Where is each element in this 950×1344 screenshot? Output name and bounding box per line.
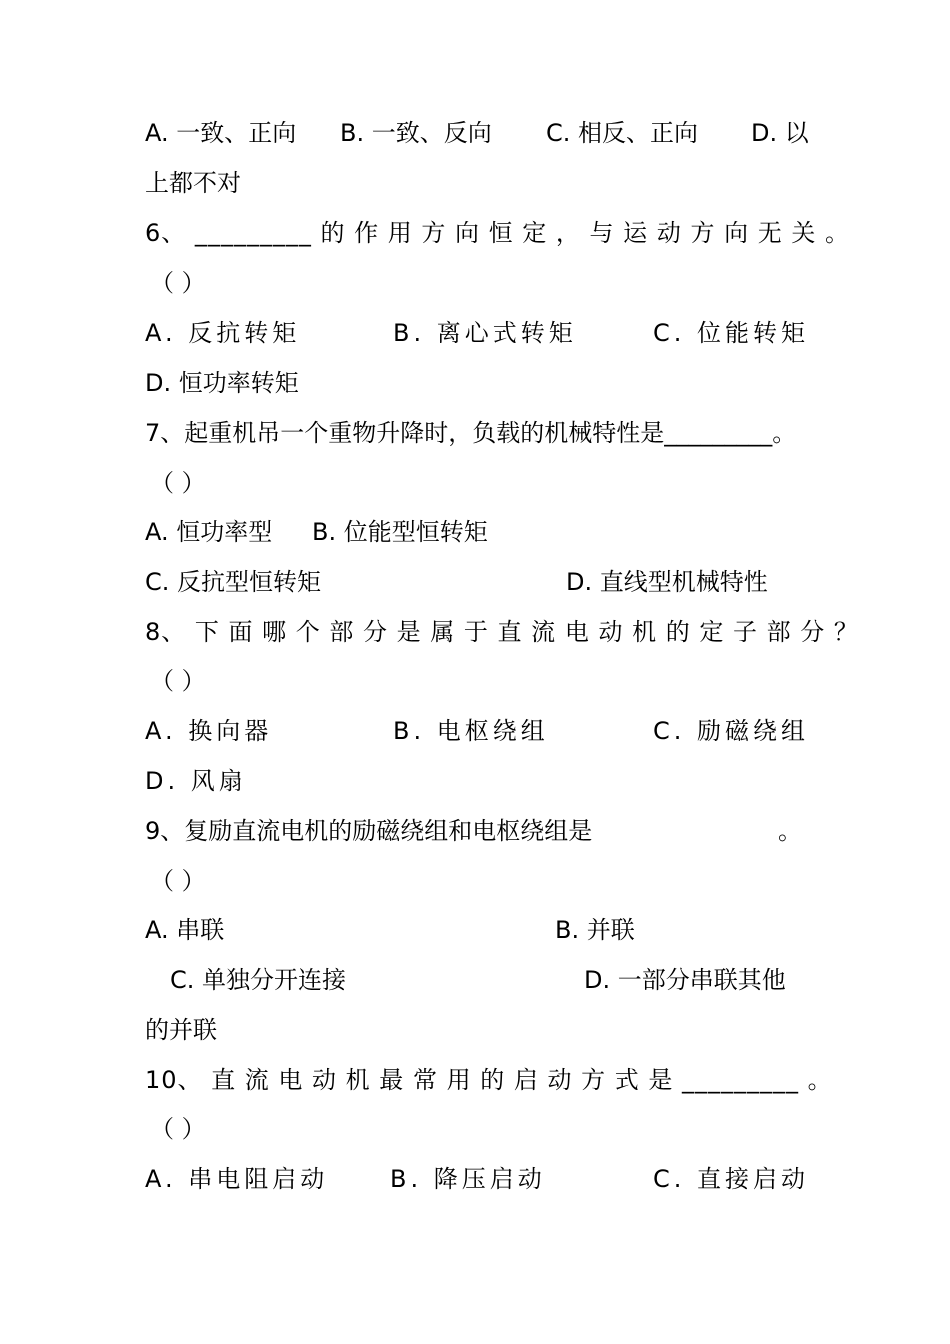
q7-stem: 7、起重机吊一个重物升降时，负载的机械特性是_________。: [145, 419, 797, 447]
q9-option-c: C. 单独分开连接: [170, 966, 347, 994]
q7-option-d: D. 直线型机械特性: [566, 568, 768, 596]
q9-option-b: B. 并联: [555, 916, 635, 944]
q9-option-d: D. 一部分串联其他: [584, 966, 786, 994]
q10-stem: 10、 直 流 电 动 机 最 常 用 的 启 动 方 式 是 _________ 。: [145, 1066, 833, 1094]
q5-option-b: B. 一致、反向: [340, 119, 492, 147]
q10-option-b: B. 降压启动: [390, 1165, 546, 1193]
q8-option-a: A. 换向器: [145, 717, 273, 745]
q8-stem: 8、 下 面 哪 个 部 分 是 属 于 直 流 电 动 机 的 定 子 部 分 ？: [145, 618, 859, 646]
q5-option-a: A. 一致、正向: [145, 119, 297, 147]
q7-answer-paren: （ ）: [150, 469, 206, 497]
q7-option-a: A. 恒功率型: [145, 518, 273, 546]
q9-stem-end: 。: [778, 817, 802, 845]
q6-option-c: C. 位能转矩: [653, 319, 810, 347]
q9-stem: 9、复励直流电机的励磁绕组和电枢绕组是: [145, 817, 593, 845]
q6-option-d: D. 恒功率转矩: [145, 369, 299, 397]
q7-option-b: B. 位能型恒转矩: [312, 518, 488, 546]
q7-option-c: C. 反抗型恒转矩: [145, 568, 322, 596]
q8-option-c: C. 励磁绕组: [653, 717, 810, 745]
q5-option-d-continued: 上都不对: [145, 169, 241, 197]
q9-answer-paren: （ ）: [150, 867, 206, 895]
q9-option-a: A. 串联: [145, 916, 225, 944]
q5-option-d: D. 以: [751, 119, 809, 147]
q6-stem: 6、 _________ 的 作 用 方 向 恒 定 ， 与 运 动 方 向 无 关 。: [145, 219, 850, 247]
q10-option-a: A. 串电阻启动: [145, 1165, 329, 1193]
q6-answer-paren: （ ）: [150, 269, 206, 297]
q5-option-c: C. 相反、正向: [546, 119, 699, 147]
q6-option-b: B. 离心式转矩: [393, 319, 577, 347]
q6-option-a: A. 反抗转矩: [145, 319, 301, 347]
q8-option-d: D. 风扇: [145, 767, 247, 795]
q9-option-d-continued: 的并联: [145, 1016, 217, 1044]
q8-option-b: B. 电枢绕组: [393, 717, 549, 745]
q10-answer-paren: （ ）: [150, 1115, 206, 1143]
q10-option-c: C. 直接启动: [653, 1165, 810, 1193]
q8-answer-paren: （ ）: [150, 667, 206, 695]
